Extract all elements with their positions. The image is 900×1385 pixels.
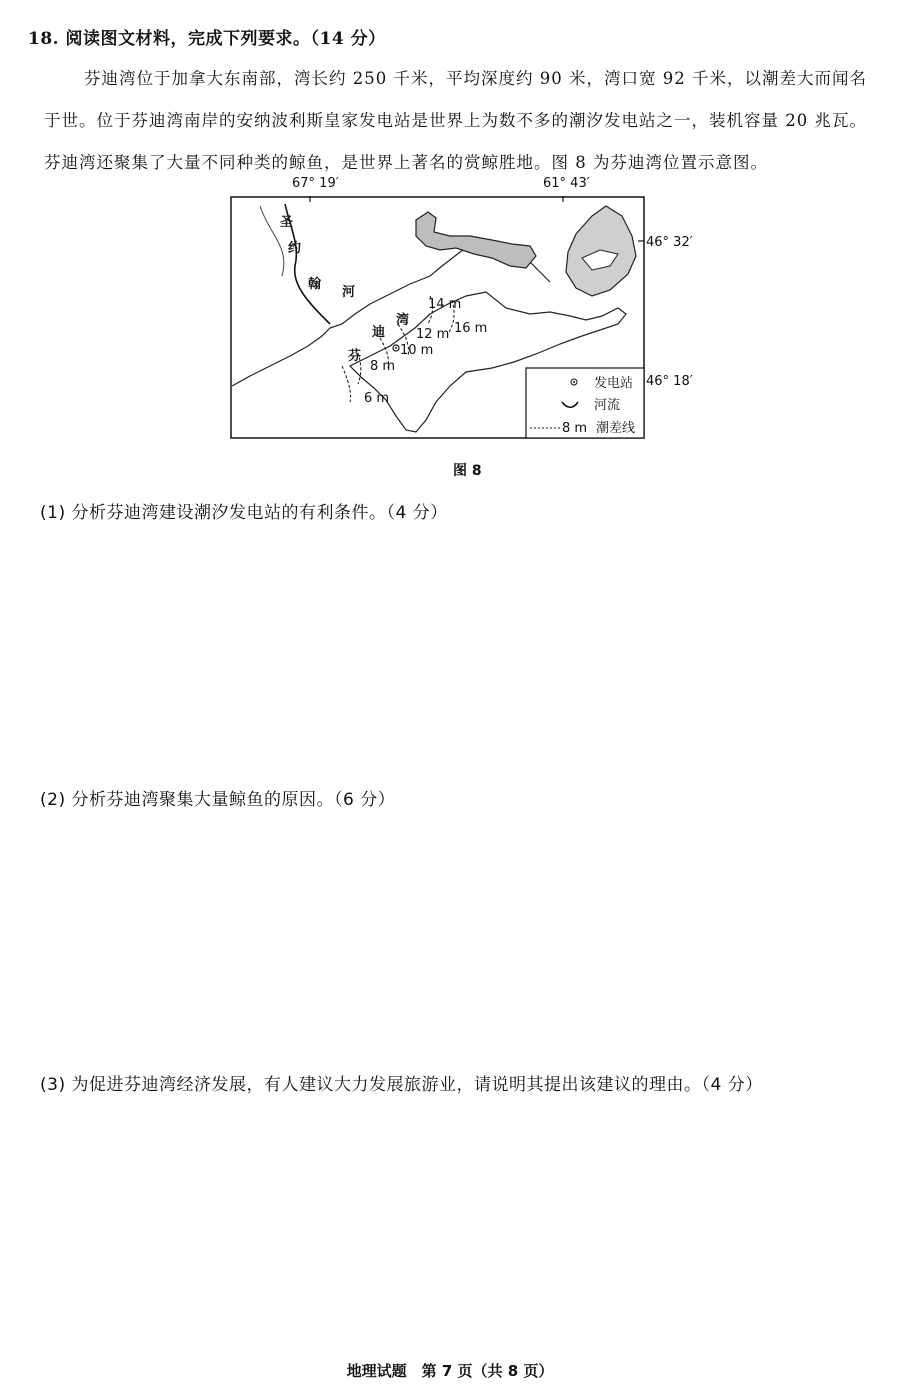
river-label-2: 约	[288, 241, 302, 256]
legend-station-label: 发电站	[594, 376, 634, 391]
subquestion-3: (3) 为促进芬迪湾经济发展，有人建议大力发展旅游业，请说明其提出该建议的理由。（4 分）	[40, 1075, 763, 1095]
bay-label-2: 迪	[372, 325, 386, 340]
legend-tide-label: 潮差线	[596, 421, 636, 436]
tide-label-10: 10 m	[400, 343, 434, 358]
river-label-3: 翰	[308, 277, 322, 292]
legend-river-label: 河流	[594, 398, 621, 413]
figure-caption: 图 8	[453, 463, 482, 479]
river-label-4: 河	[342, 285, 356, 300]
bay-of-fundy-map	[230, 196, 646, 440]
tide-label-12: 12 m	[416, 327, 450, 342]
page-footer: 地理试题 第 7 页（共 8 页）	[346, 1362, 554, 1380]
tide-label-8: 8 m	[370, 359, 396, 374]
river-label-1: 圣	[280, 215, 294, 230]
tide-label-14: 14 m	[428, 297, 462, 312]
bay-label-3: 湾	[396, 313, 410, 328]
bay-label-1: 芬	[348, 349, 362, 364]
tide-label-6: 6 m	[364, 391, 390, 406]
subquestion-1: (1) 分析芬迪湾建设潮汐发电站的有利条件。（4 分）	[40, 503, 448, 523]
question-passage: 芬迪湾位于加拿大东南部，湾长约 250 千米，平均深度约 90 米，湾口宽 92 千米，以潮差大而闻名于世。位于芬迪湾南岸的安纳波利斯皇家发电站是世界上为数不多的潮汐发电站之一，装机容量 20 兆瓦。芬迪湾还聚集了大量不同种类的鲸鱼，是世界上著名的赏鲸胜地。图 8 为芬迪湾位置示意图。	[44, 69, 867, 172]
question-title: 18. 阅读图文材料，完成下列要求。（14 分）	[28, 29, 386, 49]
lat-top-label: 46° 32′	[646, 235, 693, 250]
power-station-dot	[395, 347, 397, 349]
lon-right-label: 61° 43′	[543, 176, 590, 191]
legend-tide-sample: 8 m	[562, 421, 588, 436]
lat-bottom-label: 46° 18′	[646, 374, 693, 389]
lon-left-label: 67° 19′	[292, 176, 339, 191]
map-svg	[230, 196, 646, 440]
tide-label-16: 16 m	[454, 321, 488, 336]
subquestion-2: (2) 分析芬迪湾聚集大量鲸鱼的原因。（6 分）	[40, 790, 396, 810]
